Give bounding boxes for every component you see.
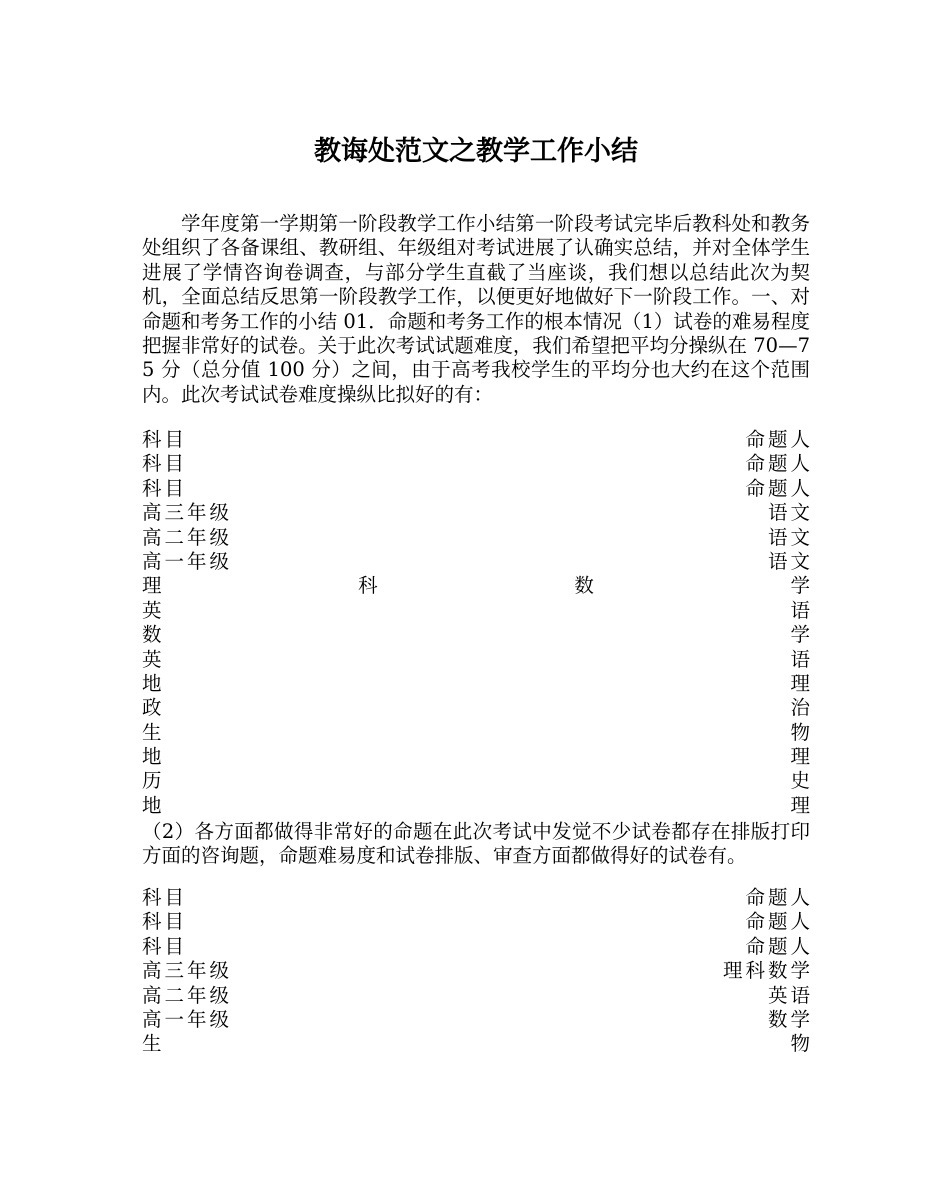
- table-cell-right: 命题人: [745, 428, 813, 451]
- table-cell-left: 高二年级: [142, 525, 233, 549]
- table-cell-left: 高三年级: [142, 501, 233, 525]
- table-cell-left: 生: [142, 720, 165, 744]
- table-cell-left: 科目: [142, 476, 188, 500]
- table-row: [142, 428, 813, 452]
- table-row: [142, 452, 813, 476]
- table-row: [142, 476, 813, 501]
- table-cell-right: 命题人: [745, 476, 813, 500]
- table-cell-right: 理: [790, 793, 813, 817]
- table-row: [142, 769, 813, 793]
- table-row: [142, 1007, 813, 1032]
- table-cell-right: 英语: [767, 983, 813, 1007]
- table-row: [142, 959, 813, 983]
- table-cell-left: 科目: [142, 910, 188, 934]
- table-cell-left: 高一年级: [142, 1007, 233, 1031]
- table-row: [142, 910, 813, 934]
- table-cell-left: 科目: [142, 934, 188, 958]
- table-row: [142, 983, 813, 1008]
- table-row: [142, 720, 813, 745]
- table-cell-left: 英: [142, 647, 165, 671]
- table-cell-left: 数: [142, 623, 165, 647]
- table-row: [142, 574, 813, 598]
- table-row: [142, 793, 813, 818]
- table-good-papers: [142, 886, 813, 1057]
- table-row: [142, 623, 813, 647]
- document-title: 教诲处范文之教学工作小结: [314, 136, 638, 167]
- table-cell-right: 物: [790, 1032, 813, 1056]
- table-cell-left: 地: [142, 745, 165, 769]
- table-cell-left: 高二年级: [142, 983, 233, 1007]
- table-row: [142, 696, 813, 720]
- table-cell-right: 学: [790, 623, 813, 647]
- paragraph-intro: 学年度第一学期第一阶段教学工作小结第一阶段考试完毕后教科处和教务处组织了各备课组、教研组、年级组对考试进展了认确实总结，并对全体学生进展了学情咨询卷调查，与部分学生直截了当座谈，我们想以总结此次为契机，全面总结反思第一阶段教学工作，以便更好地做好下一阶段工作。一、对命题和考务工作的小结 01．命题和考务工作的根本情况（1）试卷的难易程度把握非常好的试卷。关于此次考试试题难度，我们希望把平均分操纵在 70—75 分（总分值 100 分）之间，由于高考我校学生的平均分也大约在这个范围内。此次考试试卷难度操纵比拟好的有：: [142, 212, 810, 406]
- table-cell-mid: 数: [574, 574, 597, 598]
- table-cell-left: 地: [142, 671, 165, 695]
- table-cell-left: 地: [142, 793, 165, 817]
- table-row: [142, 501, 813, 525]
- table-cell-left: 历: [142, 769, 165, 793]
- table-cell-right: 语文: [767, 501, 813, 525]
- table-cell-left: 生: [142, 1032, 165, 1056]
- table-row: [142, 647, 813, 672]
- table-cell-right: 语文: [767, 549, 813, 573]
- table-cell-right: 命题人: [745, 452, 813, 476]
- table-cell-right: 理: [790, 745, 813, 769]
- table-cell-right: 语: [790, 647, 813, 671]
- table-cell-left: 政: [142, 696, 165, 720]
- table-cell-right: 学: [790, 574, 813, 598]
- table-cell-left: 科目: [142, 428, 188, 451]
- paragraph-good-papers: （2）各方面都做得非常好的命题在此次考试中发觉不少试卷都存在排版打印方面的咨询题，命题难易度和试卷排版、审查方面都做得好的试卷有。: [142, 820, 810, 868]
- table-cell-right: 理科数学: [722, 959, 813, 983]
- table-cell-right: 数学: [767, 1007, 813, 1031]
- table-row: [142, 1032, 813, 1056]
- table-cell-right: 物: [790, 720, 813, 744]
- table-cell-right: 语文: [767, 525, 813, 549]
- table-row: [142, 671, 813, 696]
- table-cell-right: 理: [790, 671, 813, 695]
- table-cell-mid: 科: [358, 574, 381, 598]
- table-cell-right: 语: [790, 598, 813, 622]
- table-cell-left: 理: [142, 574, 165, 598]
- table-row: [142, 525, 813, 550]
- table-row: [142, 745, 813, 769]
- table-cell-left: 科目: [142, 886, 188, 909]
- table-difficulty: [142, 428, 813, 818]
- table-cell-right: 命题人: [745, 934, 813, 958]
- table-cell-right: 命题人: [745, 910, 813, 934]
- table-cell-left: 英: [142, 598, 165, 622]
- table-cell-left: 高三年级: [142, 959, 233, 983]
- table-row: [142, 598, 813, 623]
- table-row: [142, 886, 813, 910]
- table-row: [142, 549, 813, 574]
- table-cell-right: 史: [790, 769, 813, 793]
- table-cell-right: 治: [790, 696, 813, 720]
- table-cell-right: 命题人: [745, 886, 813, 909]
- table-cell-left: 高一年级: [142, 549, 233, 573]
- table-row: [142, 934, 813, 959]
- table-cell-left: 科目: [142, 452, 188, 476]
